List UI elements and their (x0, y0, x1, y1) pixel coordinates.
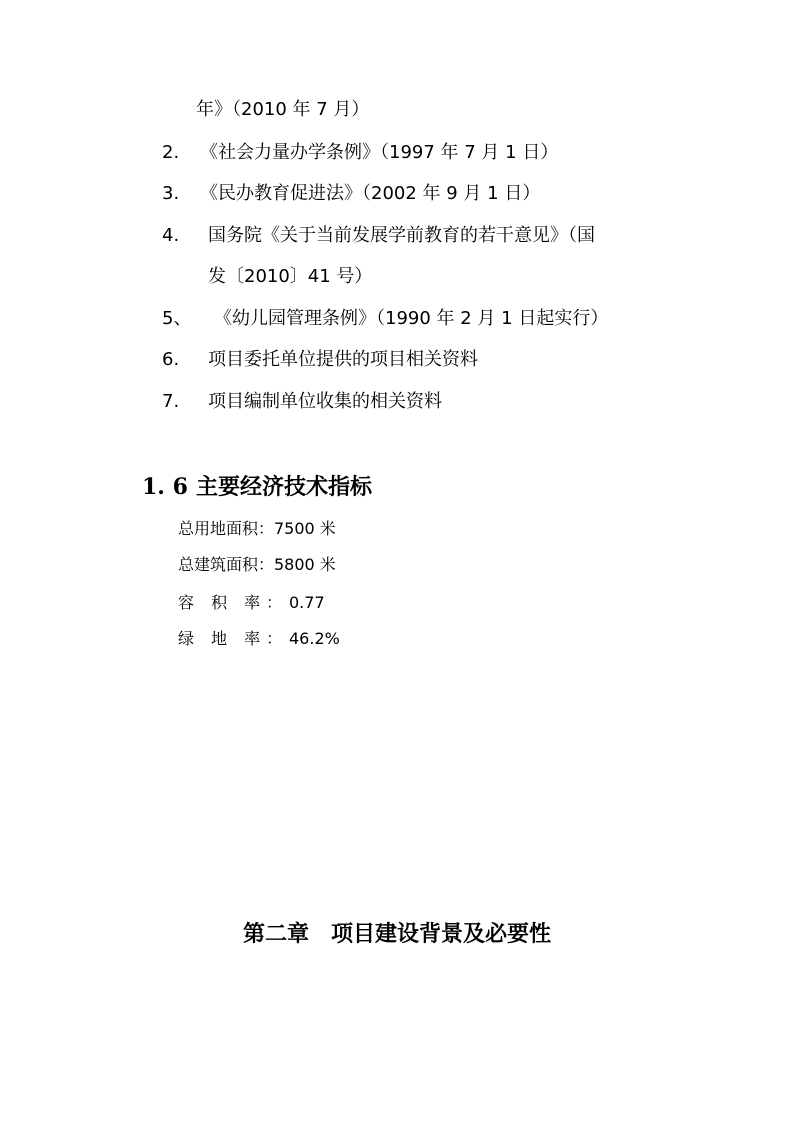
metric-label: 容 积 率： (178, 593, 289, 612)
reference-text: 《幼儿园管理条例》（1990 年 2 月 1 日起实行） (214, 308, 609, 329)
reference-text: 《社会力量办学条例》（1997 年 7 月 1 日） (200, 142, 559, 163)
reference-continuation: 年》（2010 年 7 月） (196, 99, 370, 120)
reference-number: 5、 (162, 308, 192, 329)
metric-value: 7500 米 (274, 519, 336, 538)
reference-text: 国务院《关于当前发展学前教育的若干意见》（国 (208, 225, 595, 246)
reference-text: 项目编制单位收集的相关资料 (208, 391, 442, 412)
reference-text-continuation: 发〔2010〕41 号） (208, 266, 373, 287)
reference-number: 2. (162, 142, 180, 163)
metric-value: 0.77 (289, 593, 325, 612)
reference-text: 项目委托单位提供的项目相关资料 (208, 349, 478, 370)
reference-number: 6. (162, 349, 180, 370)
section-title: 主要经济技术指标 (196, 474, 373, 500)
metric-label: 绿 地 率： (178, 629, 289, 648)
reference-number: 3. (162, 183, 180, 204)
metric-label: 总用地面积： (178, 519, 275, 538)
metric-value: 46.2% (289, 629, 340, 648)
reference-number: 4. (162, 225, 180, 246)
metric-value: 5800 米 (274, 555, 336, 574)
reference-text: 《民办教育促进法》（2002 年 9 月 1 日） (200, 183, 541, 204)
reference-number: 7. (162, 391, 180, 412)
metric-label: 总建筑面积： (178, 555, 275, 574)
section-number: 1. 6 (142, 474, 188, 500)
chapter-title: 第二章 项目建设背景及必要性 (242, 921, 551, 947)
